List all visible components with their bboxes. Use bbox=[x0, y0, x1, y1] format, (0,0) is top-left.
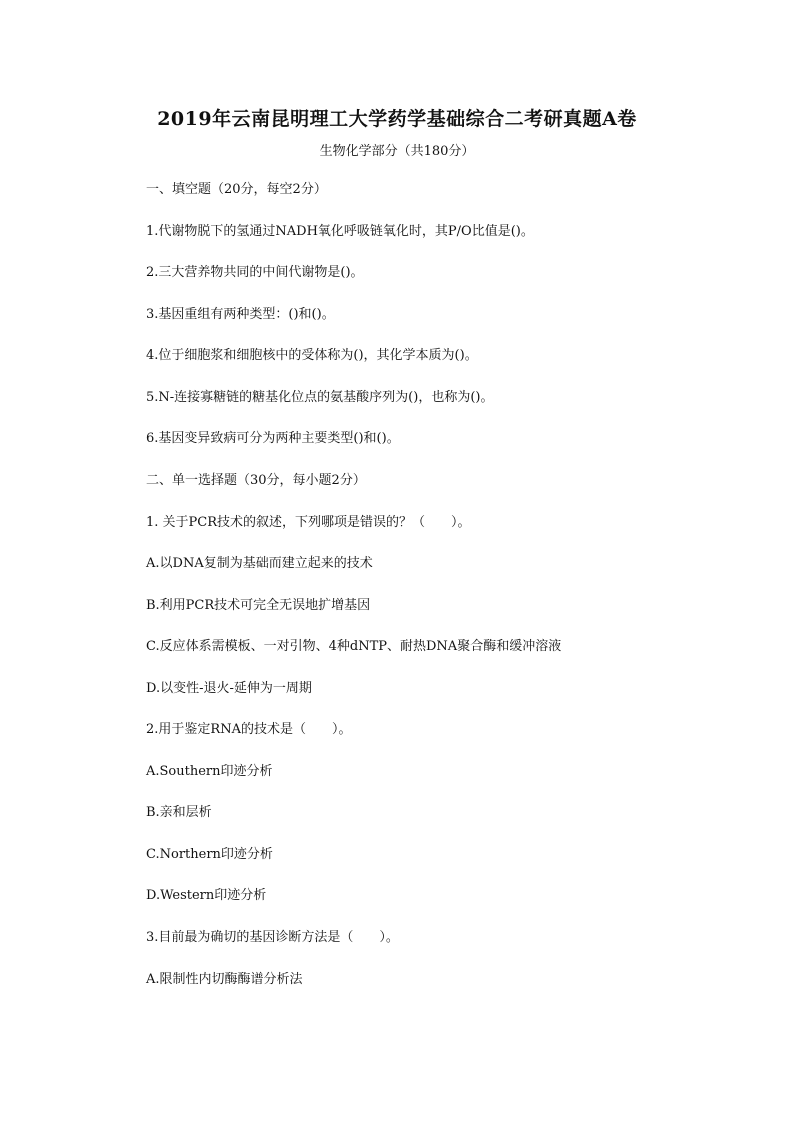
section-heading-fill-in: 一、填空题（20分，每空2分） bbox=[146, 182, 327, 197]
document-title: 2019年云南昆明理工大学药学基础综合二考研真题A卷 bbox=[157, 108, 637, 130]
section-heading-single-choice: 二、单一选择题（30分，每小题2分） bbox=[146, 473, 366, 488]
choice-question-1-option-c: C.反应体系需模板、一对引物、4种dNTP、耐热DNA聚合酶和缓冲溶液 bbox=[146, 639, 562, 654]
choice-question-1-option-b: B.利用PCR技术可完全无误地扩增基因 bbox=[146, 598, 371, 613]
choice-question-2-stem: 2.用于鉴定RNA的技术是（ ）。 bbox=[146, 722, 352, 737]
choice-question-3-stem: 3.目前最为确切的基因诊断方法是（ ）。 bbox=[146, 930, 399, 945]
fill-in-question-5: 5.N-连接寡糖链的糖基化位点的氨基酸序列为()，也称为()。 bbox=[146, 390, 494, 405]
fill-in-question-6: 6.基因变异致病可分为两种主要类型()和()。 bbox=[146, 431, 400, 446]
fill-in-question-2: 2.三大营养物共同的中间代谢物是()。 bbox=[146, 265, 364, 280]
choice-question-2-option-a: A.Southern印迹分析 bbox=[146, 764, 273, 779]
choice-question-2-option-b: B.亲和层析 bbox=[146, 805, 212, 820]
choice-question-1-option-a: A.以DNA复制为基础而建立起来的技术 bbox=[146, 556, 373, 571]
choice-question-1-option-d: D.以变性-退火-延伸为一周期 bbox=[146, 681, 312, 696]
fill-in-question-1: 1.代谢物脱下的氢通过NADH氧化呼吸链氧化时，其P/O比值是()。 bbox=[146, 224, 534, 239]
document-subtitle: 生物化学部分（共180分） bbox=[319, 144, 475, 159]
choice-question-1-stem: 1. 关于PCR技术的叙述，下列哪项是错误的？（ ）。 bbox=[146, 515, 471, 530]
fill-in-question-3: 3.基因重组有两种类型：()和()。 bbox=[146, 307, 335, 322]
choice-question-3-option-a: A.限制性内切酶酶谱分析法 bbox=[146, 972, 303, 987]
choice-question-2-option-c: C.Northern印迹分析 bbox=[146, 847, 273, 862]
fill-in-question-4: 4.位于细胞浆和细胞核中的受体称为()，其化学本质为()。 bbox=[146, 348, 478, 363]
choice-question-2-option-d: D.Western印迹分析 bbox=[146, 888, 267, 903]
